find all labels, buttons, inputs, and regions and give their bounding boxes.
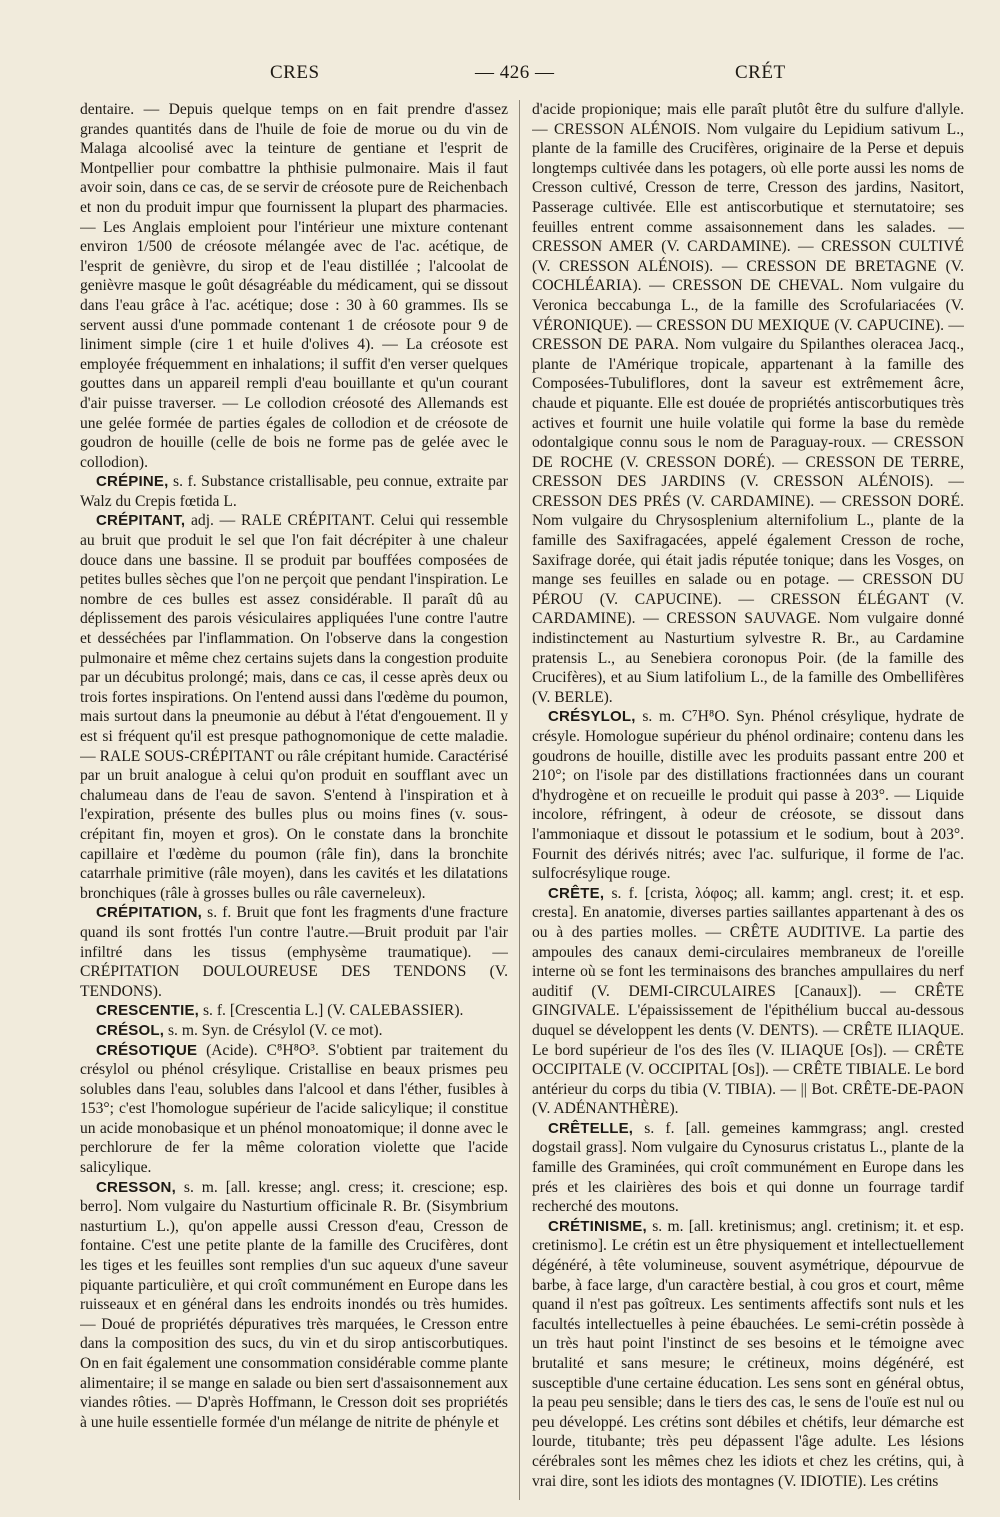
headword-cresylol: CRÉSYLOL, [548, 708, 636, 726]
entry-crepitation [80, 903, 508, 1001]
headword-crepitation: CRÉPITATION, [96, 904, 203, 922]
cresson-continuation: d'acide propionique; mais elle paraît plutôt être du sulfure d'allyle. — CRESSON ALÉNOIS. Nom vulgaire du Lepidium sativum L., plante de la famille des Crucifères, originaire de la Perse et depuis longtemps cultivée dans les potagers, où elle porte aussi les noms de Cresson cultivé, Cresson de terre, Cresson des jardins, Nasitort, Passerage cultivée. Elle est antiscorbutique et sternutatoire; ses feuilles entrent comme assaisonnement dans les salades. — CRESSON AMER (V. CARDAMINE). — CRESSON CULTIVÉ (V. CRESSON ALÉNOIS). — CRESSON DE BRETAGNE (V. COCHLÉARIA). — CRESSON DE CHEVAL. Nom vulgaire du Veronica beccabunga L., de la famille des Scrofulariacées (V. VÉRONIQUE). — CRESSON DU MEXIQUE (V. CAPUCINE). — CRESSON DE PARA. Nom vulgaire du Spilanthes oleracea Jacq., plante de l'Amérique tropicale, appartenant à la famille des Composées-Tubuliflores, dont la saveur est extrêmement âcre, chaude et piquante. Elle est douée de propriétés antiscorbutiques très actives et fournit une huile volatile qui forme la base du remède odontalgique connu sous le nom de Paraguay-roux. — CRESSON DE ROCHE (V. CRESSON DORÉ). — CRESSON DE TERRE, CRESSON DES JARDINS (V. CRESSON ALÉNOIS). — CRESSON DES PRÉS (V. CARDAMINE). — CRESSON DORÉ. Nom vulgaire du Chrysosplenium alternifolium L., plante de la famille des Saxifragacées, appelé également Cresson de roche, Saxifrage dorée, qui était jadis réputée tonique; dans les Vosges, on mange ses feuilles en salade ou en potage. — CRESSON DU PÉROU (V. CAPUCINE). — CRESSON ÉLÉGANT (V. CARDAMINE). — CRESSON SAUVAGE. Nom vulgaire donné indistinctement au Nasturtium sylvestre R. Br., au Cardamine pratensis L., au Senebiera coronopus Poir. (de la famille des Crucifères), et au Sium latifolium L., de la famille des Ombellifères (V. BERLE). [532, 101, 964, 706]
entry-crete [532, 884, 964, 1119]
definition-cresylol: s. m. C⁷H⁸O. Syn. Phénol crésylique, hydrate de crésyle. Homologue supérieur du phénol ordinaire; contenu dans les goudrons de houille, distille avec les produits passant entre 200 et 210°; on l'isole par des distillations fractionnées dans un courant d'hydrogène et on recueille le produit qui passe à 203°. — Liquide incolore, réfringent, à odeur de créosote, se dissout dans l'ammoniaque et dissout le potassium et le sodium, bout à 203°. Fournit des dérivés nitrés; avec l'ac. sulfurique, il forme de l'ac. sulfocrésylique rouge. [532, 708, 964, 883]
entry-cretinisme [532, 1217, 964, 1491]
entry-crepitant [80, 511, 508, 903]
header-left-guideword: CRES [270, 62, 320, 83]
headword-cresotique: CRÉSOTIQUE [96, 1041, 198, 1059]
headword-crepitant: CRÉPITANT, [96, 512, 186, 530]
definition-cretelle: s. f. [all. gemeines kammgrass; angl. crested dogstail grass]. Nom vulgaire du Cynosurus cristatus L., plante de la famille des Graminées, qui croît communément en Europe dans les prés et les clairières des bois et qui donne un fourrage tardif recherché des moutons. [532, 1119, 964, 1216]
headword-cresol: CRÉSOL, [96, 1021, 165, 1039]
headword-cresson: CRESSON, [96, 1178, 176, 1196]
header-right-guideword: CRÉT [735, 62, 786, 83]
headword-cretelle: CRÊTELLE, [548, 1119, 634, 1137]
entry-crepine [80, 472, 508, 511]
definition-crete: s. f. [crista, λόφος; all. kamm; angl. crest; it. et esp. cresta]. En anatomie, diverses parties saillantes appartenant à des os ou à des parties molles. — CRÊTE AUDITIVE. La partie des ampoules des canaux demi-circulaires membraneux de l'oreille interne où se font les terminaisons des branches ampullaires du nerf auditif (V. DEMI-CIRCULAIRES [Canaux]). — CRÊTE GINGIVALE. L'épaississement de l'épithélium buccal au-dessous duquel se développent les dents (V. DENTS). — CRÊTE ILIAQUE. Le bord supérieur de l'os des îles (V. ILIAQUE [Os]). — CRÊTE OCCIPITALE (V. OCCIPITAL [Os]). — CRÊTE TIBIALE. Le bord antérieur du corps du tibia (V. TIBIA). — || Bot. CRÊTE-DE-PAON (V. ADÉNANTHÈRE). [532, 884, 964, 1118]
right-column [532, 100, 964, 1500]
creosote-continuation: dentaire. — Depuis quelque temps on en fait prendre d'assez grandes quantités dans de l'huile de foie de morue ou du vin de Malaga alcoolisé avec la teinture de gentiane et l'esprit de Montpellier pour combattre la phthisie pulmonaire. Mais il faut avoir soin, dans ce cas, de se servir de créosote pure de Reichenbach et non du produit impur que fournissent la plupart des pharmacies. — Les Anglais emploient pour l'intérieur une mixture contenant environ 1/500 de créosote mélangée avec de l'ac. acétique, de l'esprit de genièvre, du sirop et de l'eau distillée ; l'alcoolat de genièvre masque le goût désagréable du médicament, qui se dissout dans l'eau grâce à l'ac. acétique; dose : 30 à 60 grammes. Ils se servent aussi d'une pommade contenant 1 de créosote pour 9 de liniment simple (cire 1 et huile d'olives 4). — La créosote est employée fréquemment en inhalations; il suffit d'en verser quelques gouttes dans un appareil rempli d'eau bouillante et qu'un courant d'air puisse traverser. — Le collodion créosoté des Allemands est une gelée formée de parties égales de collodion et de créosote de goudron de houille (celle de bois ne forme pas de gelée avec le collodion). [80, 101, 508, 471]
headword-crepine: CRÉPINE, [96, 473, 169, 491]
column-divider [519, 100, 520, 1500]
entry-cresson [80, 1178, 508, 1433]
definition-crepine: s. f. Substance cristallisable, peu connue, extraite par Walz du Crepis fœtida L. [80, 473, 508, 510]
entry-cretelle [532, 1119, 964, 1217]
headword-cretinisme: CRÉTINISME, [548, 1217, 647, 1235]
headword-crete: CRÊTE, [548, 884, 605, 902]
definition-crepitant: adj. — RALE CRÉPITANT. Celui qui ressemble au bruit que produit le sel que l'on fait décrépiter à une chaleur douce dans une bassine. Il se produit par bouffées composées de petites bulles sèches que l'on ne perçoit que pendant l'inspiration. Le nombre de ces bulles est assez considérable. Il paraît dû au déplissement des parois vésiculaires appliquées l'une contre l'autre et desséchées par l'inflammation. On l'observe dans la congestion pulmonaire et même chez certains sujets dans la congestion produite par un décubitus prolongé; mais, dans ce cas, il cesse après deux ou trois fortes inspirations. On l'entend aussi dans l'œdème du poumon, mais surtout dans la pneumonie au début à l'état d'engouement. Il y est si fréquent qu'il est presque pathognomonique de cette maladie. — RALE SOUS-CRÉPITANT ou râle crépitant humide. Caractérisé par un bruit analogue à celui qu'on produit en soufflant avec un chalumeau dans de l'eau de savon. S'entend à l'inspiration et à l'expiration, présente des bulles plus ou moins fines (v. sous-crépitant fin, moyen et gros). On le constate dans la bronchite capillaire et l'œdème du poumon (râle fin), dans la bronchite catarrhale primitive (râle moyen), dans les cavités et les dilatations bronchiques (râle à grosses bulles ou râle caverneleux). [80, 512, 508, 902]
definition-crescentie: s. f. [Crescentia L.] (V. CALEBASSIER). [202, 1002, 464, 1020]
definition-cretinisme: s. m. [all. kretinismus; angl. cretinism; it. et esp. cretinismo]. Le crétin est un être physiquement et intellectuellement dégénéré, à tête volumineuse, souvent asymétrique, dépourvue de barbe, à face large, d'un caractère bestial, à cou gros et court, même quand il n'est pas goîtreux. Les sentiments affectifs sont nuls et les facultés intellectuelles à peine ébauchées. Le semi-crétin possède à un très haut point l'instinct de ses besoins et le témoigne avec brutalité et sans mesure; le crétineux, moins dégénéré, est susceptible d'une certaine éducation. Les sens sont en général obtus, la peau peu sensible; dans le tiers des cas, le sens de l'ouïe est nul ou peu développé. Les crétins sont débiles et chétifs, leur démarche est lourde, titubante; très peu dépassent l'âge adulte. Les lésions cérébrales sont les mêmes chez les idiots et chez les crétins, qui, à vrai dire, sont les idiots des montagnes (V. IDIOTIE). Les crétins [532, 1217, 964, 1490]
entry-cresotique [80, 1041, 508, 1178]
entry-cresylol [532, 707, 964, 883]
running-header [80, 62, 966, 92]
definition-crepitation: s. f. Bruit que font les fragments d'une fracture quand ils sont frottés l'un contre l'autre.—Bruit produit par l'air infiltré dans les tissus (emphysème traumatique). — CRÉPITATION DOULOUREUSE DES TENDONS (V. TENDONS). [80, 904, 508, 1000]
definition-cresson: s. m. [all. kresse; angl. cress; it. crescione; esp. berro]. Nom vulgaire du Nasturtium officinale R. Br. (Sisymbrium nasturtium L.), qu'on appelle aussi Cresson d'eau, Cresson de fontaine. C'est une petite plante de la famille des Crucifères, dont les tiges et les feuilles sont remplies d'un suc aqueux d'une saveur piquante particulière, et qui croît communément en Europe dans les ruisseaux et en général dans les endroits inondés ou très humides. — Doué de propriétés dépuratives très marquées, le Cresson entre dans la composition des sucs, du vin et du sirop antiscorbutiques. On en fait également une consommation considérable comme plante alimentaire; il se mange en salade ou bien sert d'assaisonnement aux viandes rôties. — D'après Hoffmann, le Cresson doit ses propriétés à une huile essentielle formée d'un mélange de nitrite de phényle et [80, 1178, 508, 1431]
page-number: — 426 — [475, 62, 555, 83]
definition-cresol: s. m. Syn. de Crésylol (V. ce mot). [167, 1021, 383, 1039]
entry-crescentie [80, 1001, 508, 1021]
left-column [80, 100, 508, 1500]
definition-cresotique: (Acide). C⁸H⁸O³. S'obtient par traitement du crésylol ou phénol crésylique. Cristallise en beaux prismes peu solubles dans l'eau, solubles dans l'alcool et dans l'éther, fusibles à 153°; c'est l'homologue supérieur de l'acide salicylique; il constitue un acide monobasique et un phénol monoatomique; il donne avec le perchlorure de fer la même coloration violette que l'acide salicylique. [80, 1041, 508, 1177]
entry-cresol [80, 1021, 508, 1041]
headword-crescentie: CRESCENTIE, [96, 1002, 200, 1020]
